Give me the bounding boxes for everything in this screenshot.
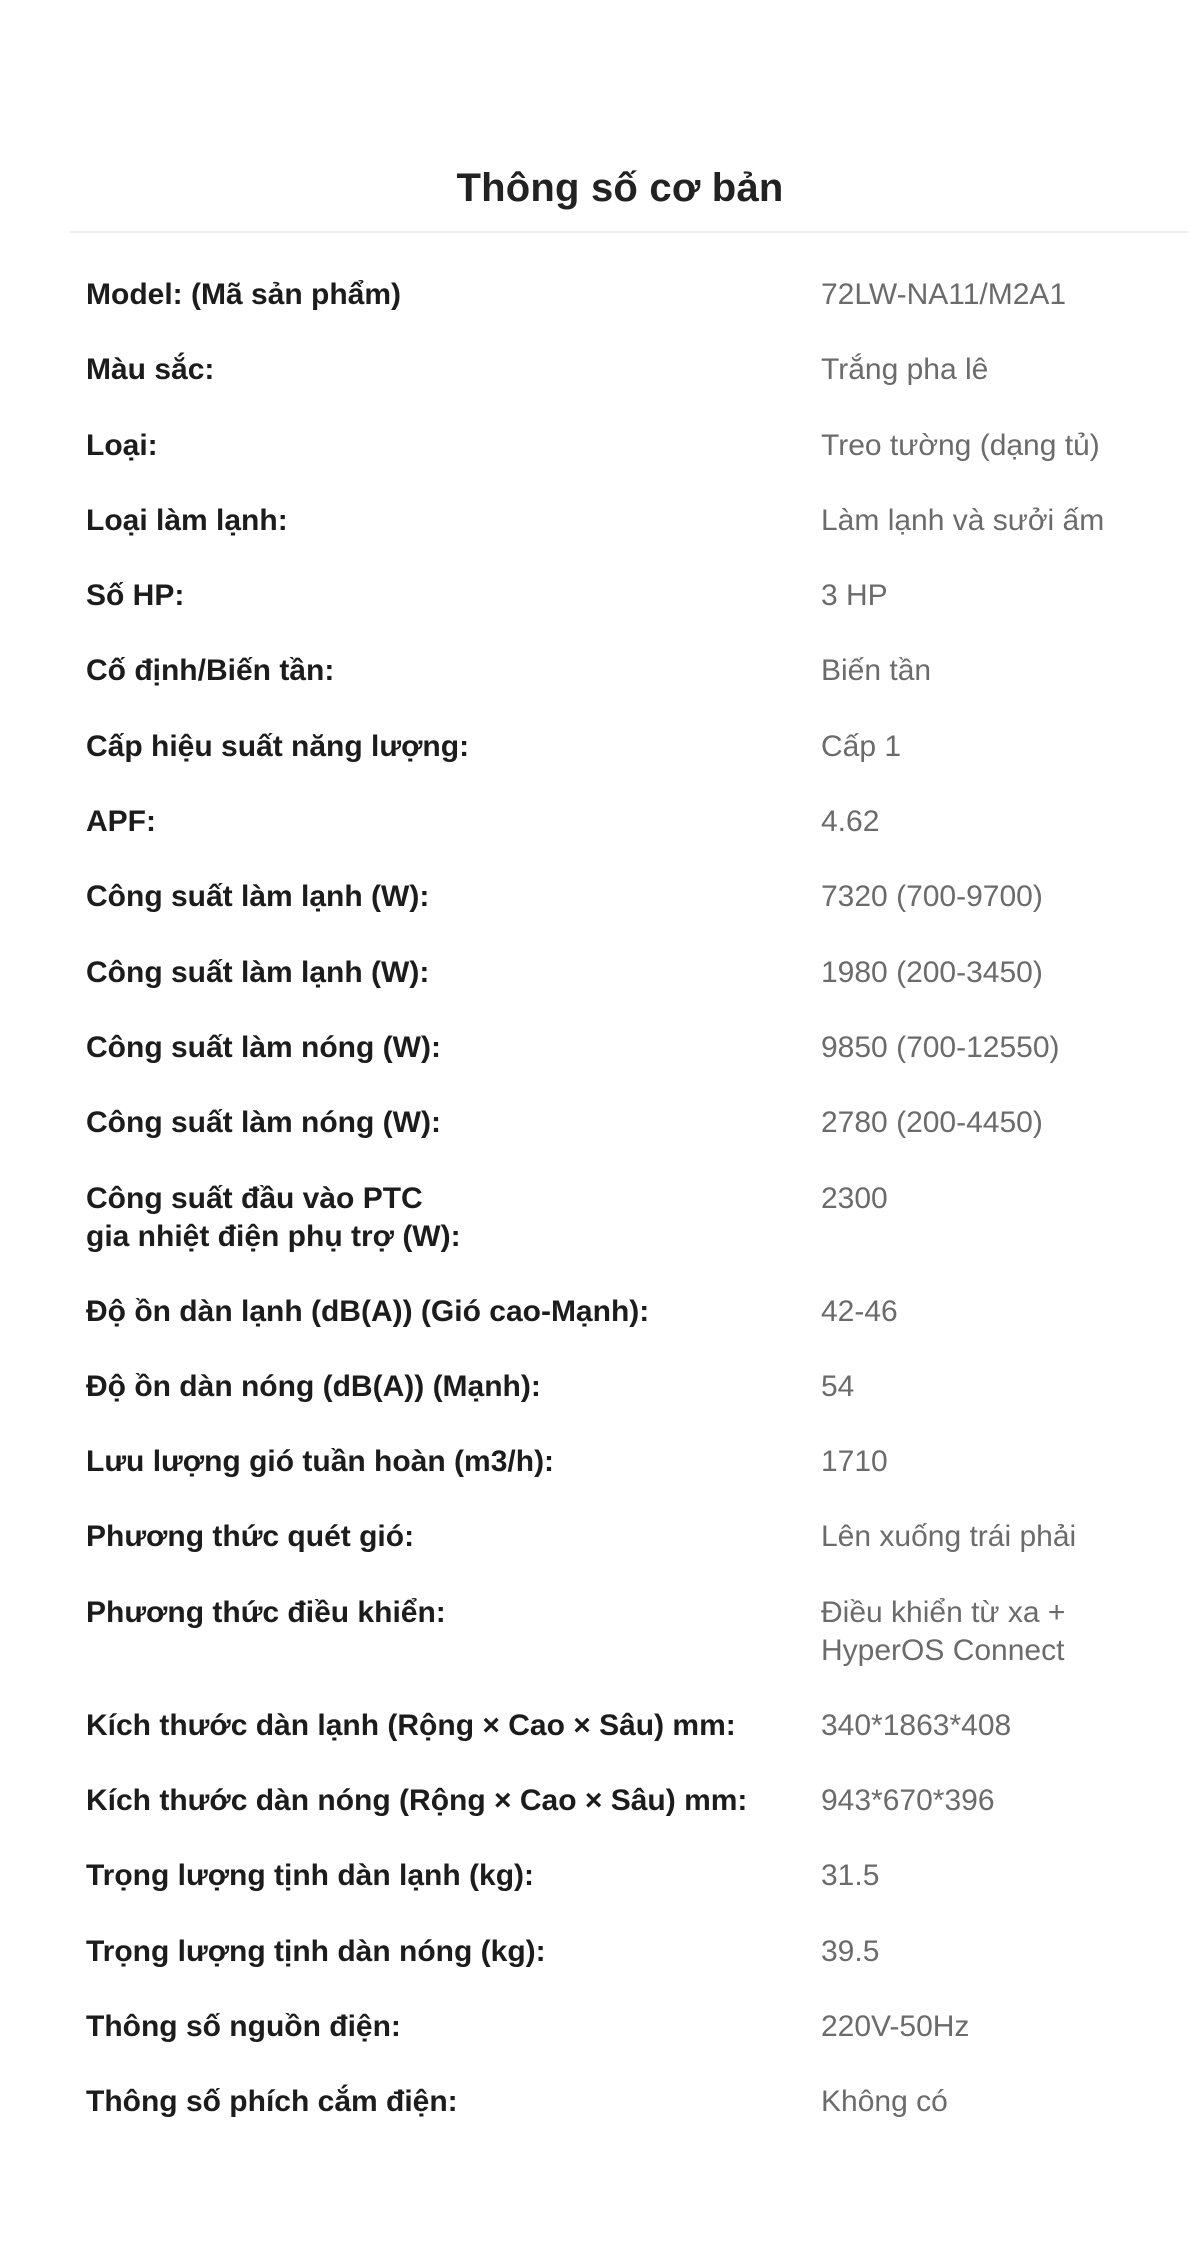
spec-label: Màu sắc: bbox=[86, 353, 215, 387]
spec-row-inverter bbox=[86, 652, 1200, 690]
spec-label: Cấp hiệu suất năng lượng: bbox=[86, 729, 470, 763]
spec-value: 39.5 bbox=[821, 1934, 880, 1968]
spec-value: Điều khiển từ xa + HyperOS Connect bbox=[821, 1595, 1066, 1667]
spec-row-cooling-capacity bbox=[86, 878, 1200, 916]
spec-value: Làm lạnh và sưởi ấm bbox=[821, 503, 1105, 537]
spec-row-type bbox=[86, 427, 1200, 465]
spec-value: Trắng pha lê bbox=[821, 353, 989, 387]
spec-label: Công suất làm lạnh (W): bbox=[86, 880, 430, 914]
spec-label: APF: bbox=[86, 805, 156, 839]
spec-label: Thông số nguồn điện: bbox=[86, 2009, 401, 2043]
spec-value: 340*1863*408 bbox=[821, 1708, 1012, 1742]
spec-row-color bbox=[86, 351, 1200, 389]
spec-label: Loại: bbox=[86, 428, 158, 462]
spec-label: Kích thước dàn nóng (Rộng × Cao × Sâu) mm: bbox=[86, 1784, 748, 1818]
spec-value: 1980 (200-3450) bbox=[821, 955, 1043, 989]
spec-value: Không có bbox=[821, 2085, 948, 2119]
spec-label: Trọng lượng tịnh dàn nóng (kg): bbox=[86, 1934, 546, 1968]
spec-row-outdoor-noise bbox=[86, 1368, 1200, 1406]
spec-row-outdoor-weight bbox=[86, 1933, 1200, 1971]
spec-label: Độ ồn dàn lạnh (dB(A)) (Gió cao-Mạnh): bbox=[86, 1294, 650, 1328]
spec-label: Lưu lượng gió tuần hoàn (m3/h): bbox=[86, 1445, 555, 1479]
spec-value: 4.62 bbox=[821, 805, 880, 839]
spec-label: Phương thức quét gió: bbox=[86, 1520, 415, 1554]
spec-row-heating-power bbox=[86, 1104, 1200, 1142]
spec-value: 2780 (200-4450) bbox=[821, 1106, 1043, 1140]
title-divider bbox=[70, 231, 1188, 233]
spec-label: Công suất làm lạnh (W): bbox=[86, 955, 430, 989]
spec-row-indoor-dimensions bbox=[86, 1707, 1200, 1745]
spec-label: Độ ồn dàn nóng (dB(A)) (Mạnh): bbox=[86, 1369, 541, 1403]
spec-row-airflow bbox=[86, 1443, 1200, 1481]
section-title: Thông số cơ bản bbox=[456, 165, 784, 210]
spec-label: Trọng lượng tịnh dàn lạnh (kg): bbox=[86, 1859, 534, 1893]
spec-value: 54 bbox=[821, 1369, 855, 1403]
spec-row-heating-capacity bbox=[86, 1029, 1200, 1067]
spec-value: 2300 bbox=[821, 1181, 888, 1215]
spec-label: Phương thức điều khiển: bbox=[86, 1595, 446, 1629]
spec-label: Model: (Mã sản phẩm) bbox=[86, 278, 402, 311]
spec-value: 42-46 bbox=[821, 1294, 898, 1328]
spec-value: Lên xuống trái phải bbox=[821, 1520, 1077, 1554]
spec-row-indoor-weight bbox=[86, 1857, 1200, 1895]
spec-value: 1710 bbox=[821, 1445, 888, 1479]
spec-value: 31.5 bbox=[821, 1859, 880, 1893]
spec-row-ptc-input bbox=[86, 1180, 1200, 1257]
spec-label: Thông số phích cắm điện: bbox=[86, 2085, 458, 2119]
spec-row-outdoor-dimensions bbox=[86, 1782, 1200, 1820]
spec-value: 943*670*396 bbox=[821, 1784, 995, 1818]
spec-row-cooling-type bbox=[86, 502, 1200, 540]
spec-row-power-supply bbox=[86, 2008, 1200, 2046]
spec-row-cooling-power bbox=[86, 954, 1200, 992]
spec-value: Biến tần bbox=[821, 654, 932, 688]
spec-value: Treo tường (dạng tủ) bbox=[821, 428, 1100, 462]
spec-label: Công suất làm nóng (W): bbox=[86, 1106, 441, 1140]
spec-value: 9850 (700-12550) bbox=[821, 1030, 1060, 1064]
spec-list bbox=[86, 276, 1200, 2159]
spec-value: 3 HP bbox=[821, 579, 888, 613]
spec-value: 220V-50Hz bbox=[821, 2009, 970, 2043]
spec-row-apf bbox=[86, 803, 1200, 841]
spec-label: Kích thước dàn lạnh (Rộng × Cao × Sâu) mm: bbox=[86, 1708, 736, 1742]
spec-row-energy-class bbox=[86, 728, 1200, 766]
spec-row-model bbox=[86, 276, 1200, 314]
spec-label: Số HP: bbox=[86, 579, 185, 613]
spec-value: 7320 (700-9700) bbox=[821, 880, 1043, 914]
spec-label: Loại làm lạnh: bbox=[86, 503, 288, 537]
spec-row-control-method bbox=[86, 1594, 1200, 1671]
spec-row-indoor-noise bbox=[86, 1293, 1200, 1331]
spec-value: Cấp 1 bbox=[821, 729, 902, 763]
spec-label: Công suất làm nóng (W): bbox=[86, 1030, 441, 1064]
spec-label: Cố định/Biến tần: bbox=[86, 654, 335, 688]
spec-label: Công suất đầu vào PTC gia nhiệt điện phụ trợ (W): bbox=[86, 1181, 461, 1253]
spec-row-swing-mode bbox=[86, 1518, 1200, 1556]
spec-value: 72LW-NA11/M2A1 bbox=[821, 278, 1067, 311]
spec-row-power-plug bbox=[86, 2083, 1200, 2121]
spec-row-horsepower bbox=[86, 577, 1200, 615]
